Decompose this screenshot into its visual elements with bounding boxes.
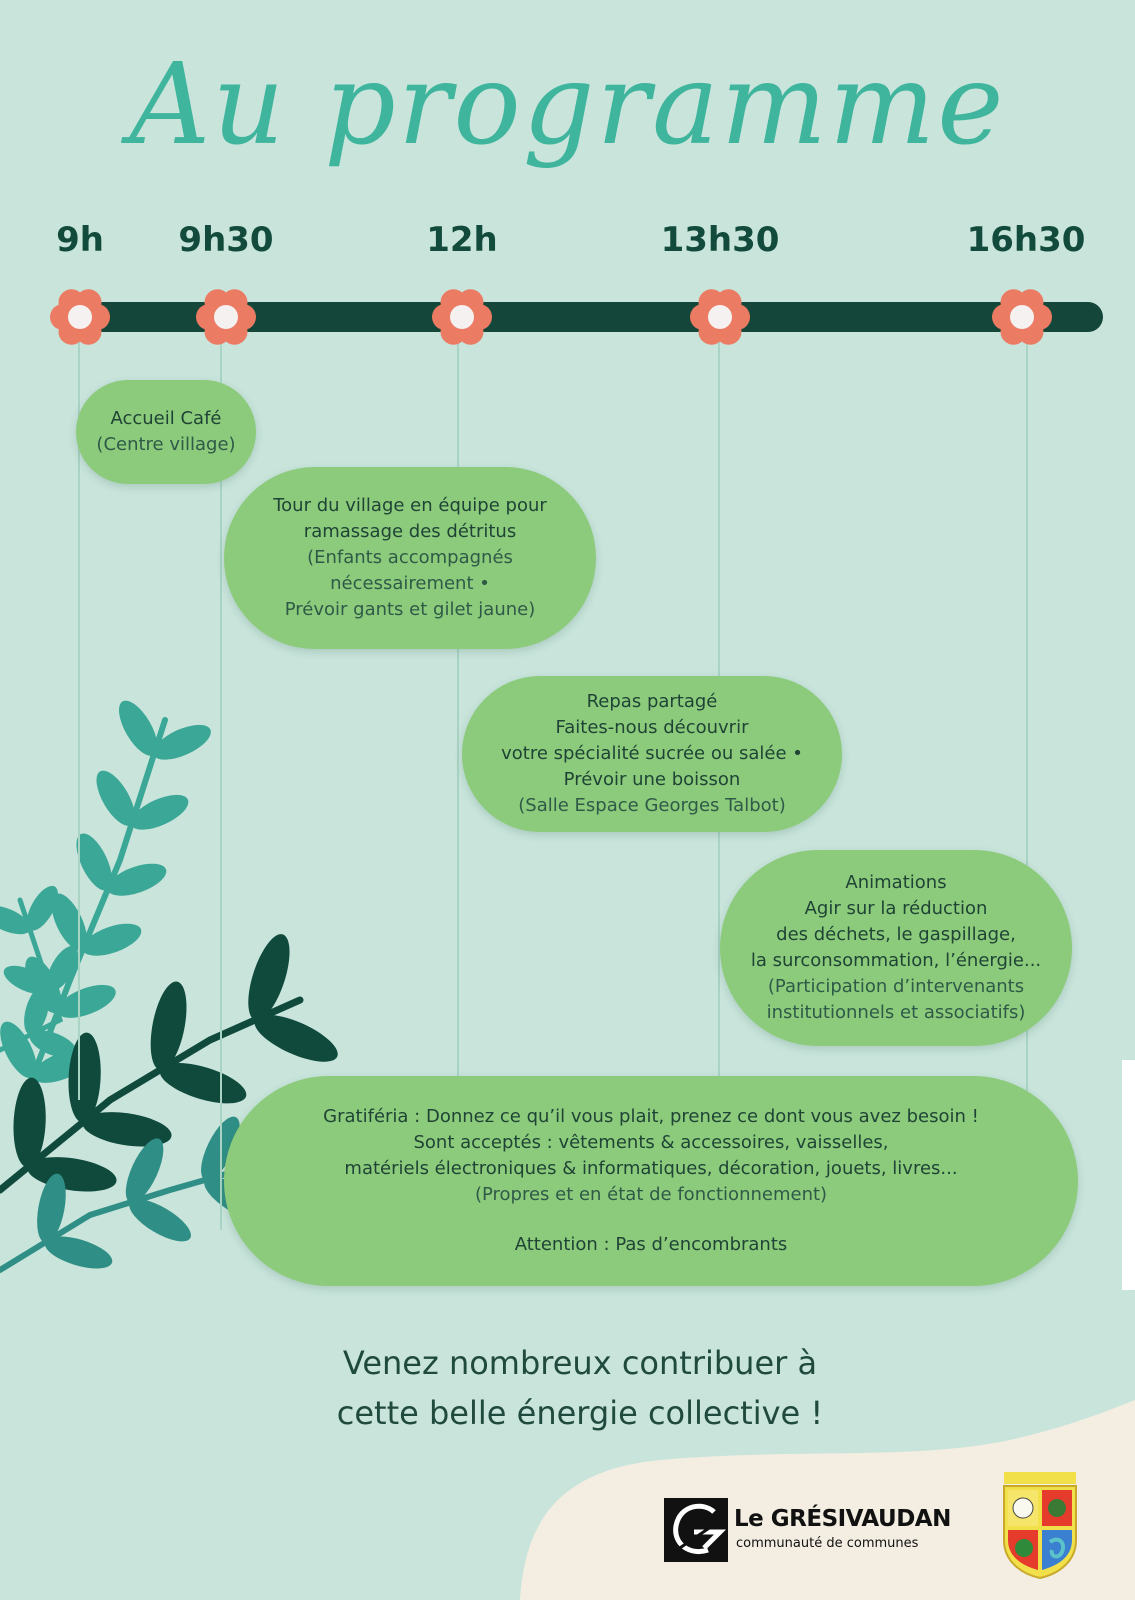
closing-line: Venez nombreux contribuer à xyxy=(342,1344,818,1382)
event-title-line: Animations xyxy=(845,872,947,893)
event-detail-line: institutionnels et associatifs) xyxy=(766,1002,1026,1023)
event-detail-line: (Centre village) xyxy=(96,434,236,455)
time-label-13h30: 13h30 xyxy=(660,220,780,260)
event-title-line: Faites-nous découvrir xyxy=(555,717,749,738)
event-detail-line: (Salle Espace Georges Talbot) xyxy=(518,795,786,816)
time-label-12h: 12h xyxy=(426,220,498,260)
event-detail-line: (Participation d’intervenants xyxy=(767,976,1025,997)
event-title-line: Agir sur la réduction xyxy=(804,898,988,919)
event-detail-line: (Propres et en état de fonctionnement) xyxy=(474,1184,828,1205)
event-title-line: Sont acceptés : vêtements & accessoires, vaisselles, xyxy=(413,1132,889,1153)
event-title-line: la surconsommation, l’énergie... xyxy=(750,950,1042,971)
event-detail-line: Prévoir gants et gilet jaune) xyxy=(284,599,536,620)
event-detail-line: nécessairement • xyxy=(330,573,490,594)
page-title: Au programme xyxy=(129,40,1006,170)
gresivaudan-logo xyxy=(664,1498,951,1566)
time-label-9h30: 9h30 xyxy=(178,220,274,260)
event-title-line: Prévoir une boisson xyxy=(563,769,741,790)
page-edge xyxy=(1122,1060,1135,1290)
gresivaudan-logo-icon xyxy=(664,1498,728,1562)
time-label-16h30: 16h30 xyxy=(966,220,1086,260)
event-title-line: matériels électroniques & informatiques, décoration, jouets, livres... xyxy=(344,1158,958,1179)
closing-line: cette belle énergie collective ! xyxy=(336,1394,824,1432)
event-detail-line: (Enfants accompagnés xyxy=(307,547,513,568)
event-title-line: des déchets, le gaspillage, xyxy=(776,924,1016,945)
logo-name: Le GRÉSIVAUDAN xyxy=(734,1506,951,1532)
event-title-line: Tour du village en équipe pour xyxy=(273,495,547,516)
event-title-line: votre spécialité sucrée ou salée • xyxy=(501,743,803,764)
event-title-line: ramassage des détritus xyxy=(303,521,517,542)
coat-of-arms-icon xyxy=(1000,1470,1080,1580)
event-note: Attention : Pas d’encombrants xyxy=(514,1234,788,1255)
event-title-line: Gratiféria : Donnez ce qu’il vous plait, prenez ce dont vous avez besoin ! xyxy=(323,1106,979,1127)
event-title-line: Repas partagé xyxy=(586,691,718,712)
logo-tagline: communauté de communes xyxy=(736,1536,919,1551)
event-title-line: Accueil Café xyxy=(110,408,222,429)
time-label-9h: 9h xyxy=(56,220,104,260)
